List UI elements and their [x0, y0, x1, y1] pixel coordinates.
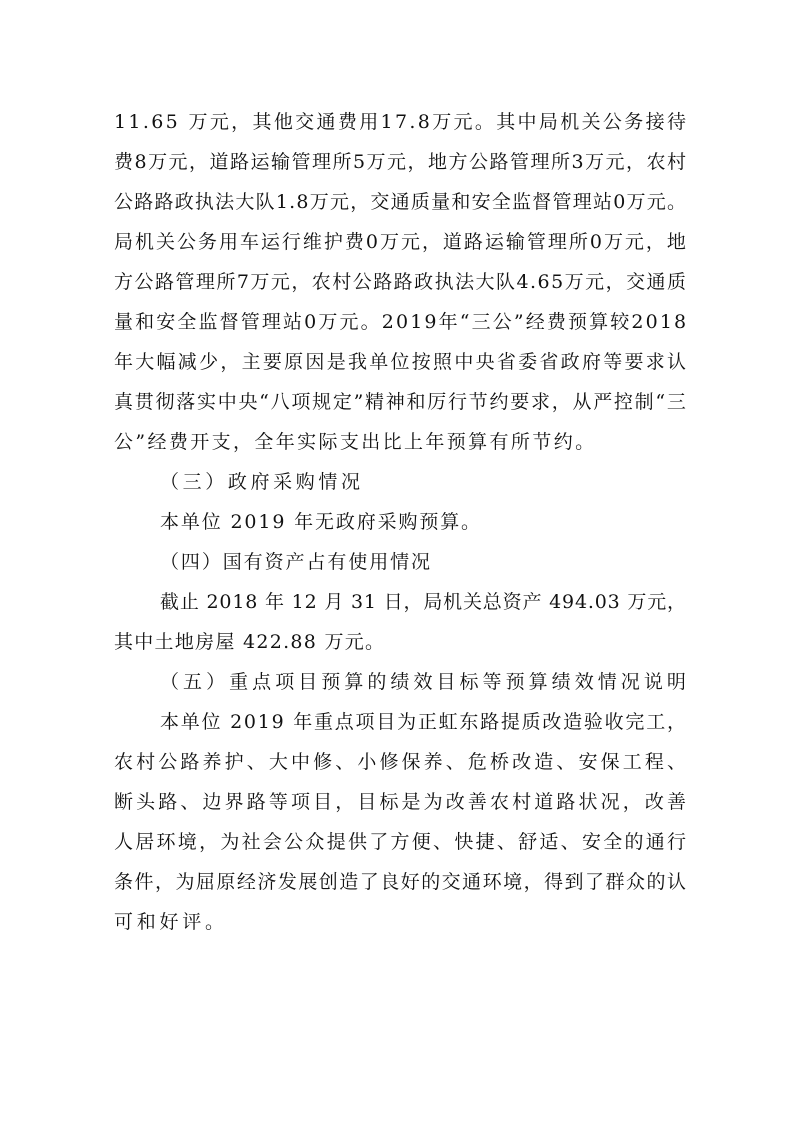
text-line: 年大幅减少，主要原因是我单位按照中央省委省政府等要求认	[114, 351, 689, 373]
text-line: 本单位 2019 年无政府采购预算。	[160, 511, 482, 533]
text-line: 条件，为屈原经济发展创造了良好的交通环境，得到了群众的认	[114, 871, 688, 893]
text-line: 费8万元，道路运输管理所5万元，地方公路管理所3万元，农村	[114, 151, 688, 173]
section-heading-4: （四）国有资产占有使用情况	[160, 551, 432, 573]
text-line: 公”经费开支，全年实际支出比上年预算有所节约。	[114, 431, 597, 453]
text-line: 截止 2018 年 12 月 31 日，局机关总资产 494.03 万元，	[160, 591, 687, 613]
text-line: 农村公路养护、大中修、小修保养、危桥改造、安保工程、	[114, 751, 690, 773]
text-line: 本单位 2019 年重点项目为正虹东路提质改造验收完工，	[160, 711, 688, 733]
section-heading-3: （三）政府采购情况	[160, 471, 364, 493]
text-line: 断头路、边界路等项目，目标是为改善农村道路状况，改善	[114, 791, 690, 813]
text-line: 可和好评。	[114, 911, 228, 933]
text-line: 其中土地房屋 422.88 万元。	[114, 631, 386, 653]
section-heading-5: （五）重点项目预算的绩效目标等预算绩效情况说明	[160, 671, 690, 693]
text-line: 量和安全监督管理站0万元。2019年“三公”经费预算较2018	[114, 311, 689, 333]
text-line: 局机关公务用车运行维护费0万元，道路运输管理所0万元，地	[114, 231, 688, 253]
text-line: 方公路管理所7万元，农村公路路政执法大队4.65万元，交通质	[114, 271, 688, 293]
text-line: 人居环境，为社会公众提供了方便、快捷、舒适、安全的通行	[114, 831, 689, 853]
text-line: 真贯彻落实中央“八项规定”精神和厉行节约要求，从严控制“三	[114, 391, 688, 413]
text-line: 11.65 万元，其他交通费用17.8万元。其中局机关公务接待	[114, 111, 689, 133]
text-line: 公路路政执法大队1.8万元，交通质量和安全监督管理站0万元。	[114, 191, 688, 213]
